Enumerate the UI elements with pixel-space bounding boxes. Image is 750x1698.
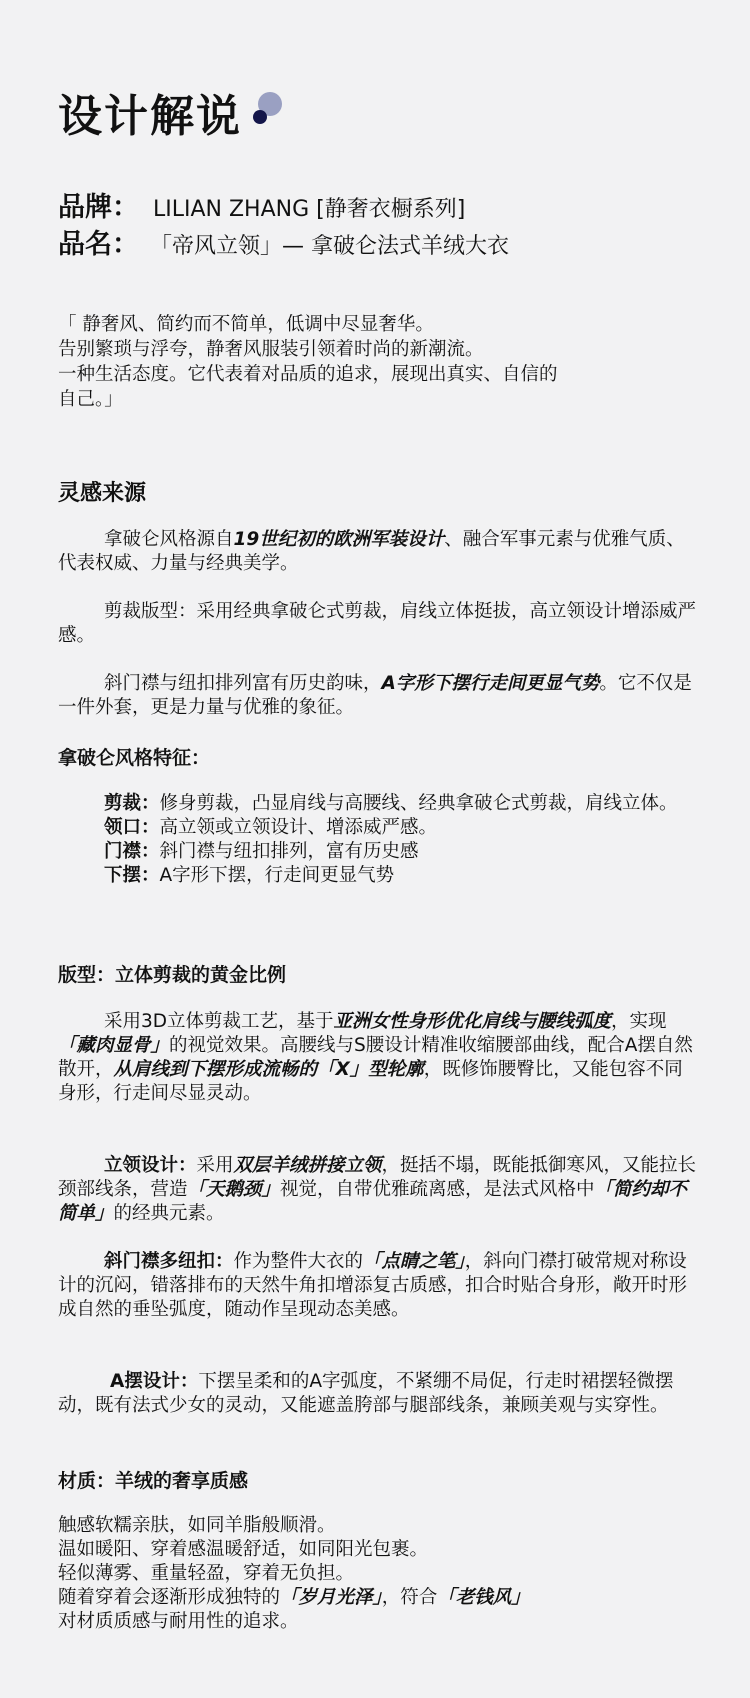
emphasis-text: 从肩线到下摆形成流畅的「X」型轮廓 <box>113 1059 424 1080</box>
text-span: 剪裁版型：采用经典拿破仑式剪裁，肩线立体挺拔，高立领设计增添威严感。 <box>58 601 697 646</box>
feature-label: 领口： <box>104 817 160 838</box>
inspiration-paragraph-2 <box>58 600 698 648</box>
text-span: 。它不仅是一件外套，更是力量与优雅的象征。 <box>58 673 692 718</box>
paragraph-label: 斜门襟多纽扣： <box>104 1251 234 1272</box>
text-span: 视觉，自带优雅疏离感，是法式风格中 <box>280 1179 595 1200</box>
text-span: 随着穿着会逐渐形成独特的 <box>58 1587 281 1608</box>
material-line: 温如暖阳、穿着感温暖舒适，如同阳光包裹。 <box>58 1539 429 1560</box>
text-span: 拿破仑风格源自 <box>104 529 234 550</box>
feature-label: 门襟： <box>104 841 160 862</box>
paragraph-label: 立领设计： <box>104 1155 197 1176</box>
material-line <box>58 1586 698 1610</box>
emphasis-text: 「天鹅颈」 <box>187 1179 281 1200</box>
decorative-dot-dark <box>253 110 267 124</box>
emphasis-text: 19世纪初的欧洲军装设计 <box>233 529 445 550</box>
emphasis-text: 「老钱风」 <box>437 1587 530 1608</box>
feature-collar <box>58 816 698 840</box>
emphasis-text: 双层羊绒拼接立领 <box>233 1155 382 1176</box>
material-list <box>58 1514 698 1634</box>
emphasis-text: A字形下摆行走间更显气势 <box>381 673 600 694</box>
emphasis-text: 「藏肉显骨」 <box>58 1035 170 1056</box>
emphasis-text: 「点睛之笔」 <box>363 1251 465 1272</box>
brand-value: LILIAN ZHANG [静奢衣橱系列] <box>153 197 466 222</box>
text-span: 采用3D立体剪裁工艺，基于 <box>104 1011 334 1032</box>
features-list <box>58 792 698 888</box>
feature-text: A字形下摆，行走间更显气势 <box>159 865 395 886</box>
emphasis-text: 「岁月光泽」 <box>280 1587 382 1608</box>
text-span: 采用 <box>196 1155 234 1176</box>
material-line: 对材质质感与耐用性的追求。 <box>58 1611 299 1632</box>
brand-row <box>58 185 465 224</box>
text-span: 斜门襟与纽扣排列富有历史韵味， <box>104 673 382 694</box>
quote-line: 一种生活态度。它代表着对品质的追求，展现出真实、自信的 <box>58 364 558 385</box>
quote-line: 「 静奢风、简约而不简单，低调中尽显奢华。 <box>58 314 434 335</box>
silhouette-paragraph-placket <box>58 1250 698 1322</box>
intro-quote <box>58 312 708 412</box>
silhouette-paragraph-hem <box>58 1370 698 1418</box>
material-line: 触感软糯亲肤，如同羊脂般顺滑。 <box>58 1515 336 1536</box>
quote-line: 自己。」 <box>58 389 123 410</box>
material-line: 轻似薄雾、重量轻盈，穿着无负担。 <box>58 1563 355 1584</box>
inspiration-paragraph-3 <box>58 672 698 720</box>
text-span: ，符合 <box>381 1587 438 1608</box>
text-span: ，斜向门襟打破常规对称设计的沉闷，错落排布的天然牛角扣增添复古质感，扣合时贴合身形，敞开时形成自然的垂坠弧度，随动作呈现动态美感。 <box>58 1251 688 1320</box>
feature-label: 剪裁： <box>104 793 160 814</box>
material-heading: 材质：羊绒的奢享质感 <box>58 1470 249 1492</box>
text-span: 作为整件大衣的 <box>233 1251 364 1272</box>
feature-placket <box>58 840 698 864</box>
product-name-value: 「帝风立领」— 拿破仑法式羊绒大衣 <box>161 234 509 259</box>
feature-label: 下摆： <box>104 865 160 886</box>
page-title: 设计解说 <box>58 91 242 142</box>
silhouette-paragraph-1 <box>58 1010 698 1106</box>
silhouette-heading: 版型：立体剪裁的黄金比例 <box>58 964 287 986</box>
feature-cut <box>58 792 698 816</box>
text-span: 的视觉效果。高腰线与S腰设计精准收缩腰部曲线，配合A摆自然散开， <box>58 1035 693 1080</box>
text-span: ，挺括不塌，既能抵御寒风，又能拉长颈部线条，营造 <box>58 1155 697 1200</box>
text-span: ，既修饰腰臀比，又能包容不同身形，行走间尽显灵动。 <box>58 1059 683 1104</box>
product-name-row <box>58 222 509 261</box>
brand-label: 品牌： <box>58 192 139 223</box>
emphasis-text: 亚洲女性身形优化肩线与腰线弧度 <box>333 1011 612 1032</box>
emphasis-text: 「简约却不简单」 <box>58 1179 688 1224</box>
feature-text: 斜门襟与纽扣排列，富有历史感 <box>159 841 419 862</box>
feature-hem <box>58 864 698 888</box>
text-span: 、融合军事元素与优雅气质、代表权威、力量与经典美学。 <box>58 529 685 574</box>
inspiration-heading: 灵感来源 <box>58 481 147 506</box>
feature-text: 高立领或立领设计、增添威严感。 <box>159 817 438 838</box>
paragraph-label: A摆设计： <box>110 1371 199 1392</box>
text-span: 的经典元素。 <box>113 1203 225 1224</box>
silhouette-paragraph-collar <box>58 1154 698 1226</box>
text-span: 下摆呈柔和的A字弧度，不紧绷不局促，行走时裙摆轻微摆动，既有法式少女的灵动，又能遮盖胯部与腿部线条，兼顾美观与实穿性。 <box>58 1371 674 1416</box>
inspiration-paragraph-1 <box>58 528 698 576</box>
product-name-label: 品名： <box>58 229 139 260</box>
features-heading: 拿破仑风格特征： <box>58 747 211 769</box>
feature-text: 修身剪裁，凸显肩线与高腰线、经典拿破仑式剪裁，肩线立体。 <box>159 793 678 814</box>
text-span: ，实现 <box>611 1011 667 1032</box>
quote-line: 告别繁琐与浮夸，静奢风服装引领着时尚的新潮流。 <box>58 339 484 360</box>
